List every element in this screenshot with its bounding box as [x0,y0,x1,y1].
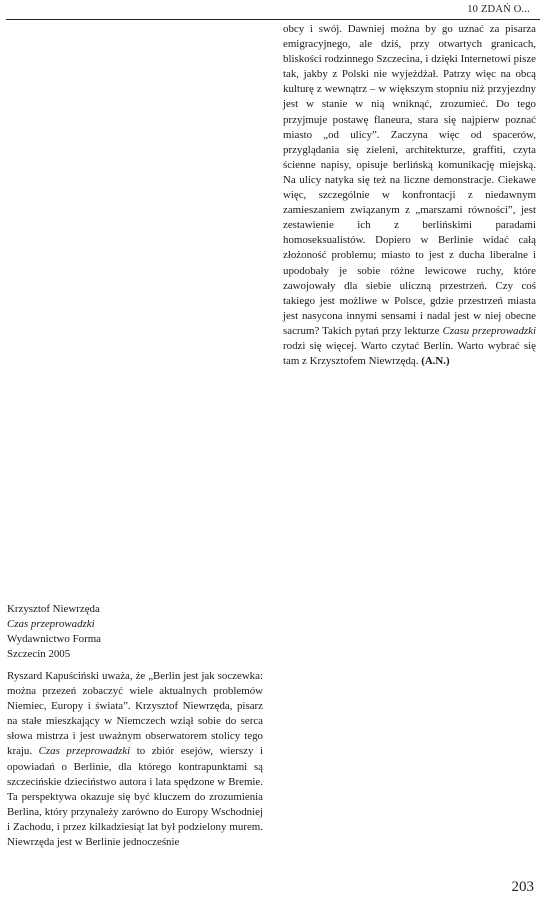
book-place-year: Szczecin 2005 [7,648,71,661]
page-number: 203 [511,879,534,895]
book-title-inline: Czas przeprowadzki [38,745,131,758]
review-paragraph [7,669,263,850]
review-text-right-part2: rodzi się więcej. Warto czytać Berlin. Warto wybrać się tam z Krzysztofem Niewrzędą. [283,339,536,368]
review-text-right-column [283,22,536,369]
review-paragraph-continued [283,22,536,369]
book-title: Czas przeprowadzki [7,618,95,631]
review-text-left-column [7,669,263,850]
review-signature: (A.N.) [421,355,450,368]
review-text-left-part1: Ryszard Kapuściński uważa, że „Berlin jest jak soczewka: można przezeń zobaczyć wiele aktualnych problemów Niemiec, Europy i świata”. Krzysztof Niewrzęda, pisarz na stałe mieszkający w Niemczech wziął sobie do serca słowa mistrza i jest uważnym obserwatorem stolicy tego kraju. [7,670,263,758]
book-publisher: Wydawnictwo Forma [7,633,102,646]
review-text-right-part1: obcy i swój. Dawniej można by go uznać za pisarza emigracyjnego, ale dziś, przy otwartych granicach, bliskości rodzinnego Szczecina, i dzięki Internetowi pisze tak, jakby z Polski nie wyjeżdżał. Patrzy więc na obcą kulturę z wewnątrz – w większym stopniu niż przyjezdny jest w stanie w nią wniknąć, zrozumieć. Do tego przyjmuje postawę flaneura, stara się najpierw poznać miasto „od ulicy”. Zaczyna więc od spacerów, przyglądania się zieleni, architekturze, graffiti, czyta ścienne napisy, opisuje berlińską komunikację miejską. Na ulicy natyka się też na liczne demonstracje. Ciekawe więc, szczególnie w konfrontacji z niedawnym zamieszaniem związanym z „marszami równości”, jest zestawienie ich z berlińskimi paradami homoseksualistów. Dopiero w Berlinie widać całą złożoność problemu; miasto to jest z ducha liberalne i upodobały je sobie różne lewicowe ruchy, które zawojowały dla siebie uliczną przestrzeń. Czy coś takiego jest możliwe w Polsce, gdzie przestrzeń miasta jest nasycona innymi sensami i nadal jest w niej obecne sacrum? Takich pytań przy lekturze [283,23,536,337]
book-author: Krzysztof Niewrzęda [7,603,100,615]
header-rule [6,19,540,20]
book-title-inline: Czasu przeprowadzki [442,324,536,337]
book-bibliography [7,602,263,662]
running-head: 10 ZDAŃ O... [467,4,530,15]
review-text-left-part2: to zbiór esejów, wierszy i opowiadań o Berlinie, dla którego kontrapunktami są szczecińskie dzieciństwo autora i lata spędzone w Bremie. Ta perspektywa okazuje się być kluczem do zrozumienia Berlina, który przynależy zarówno do Europy Wschodniej i Zachodu, i przez kilkadziesiąt lat był podzielony murem. Niewrzęda jest w Berlinie jednocześnie [7,745,263,849]
